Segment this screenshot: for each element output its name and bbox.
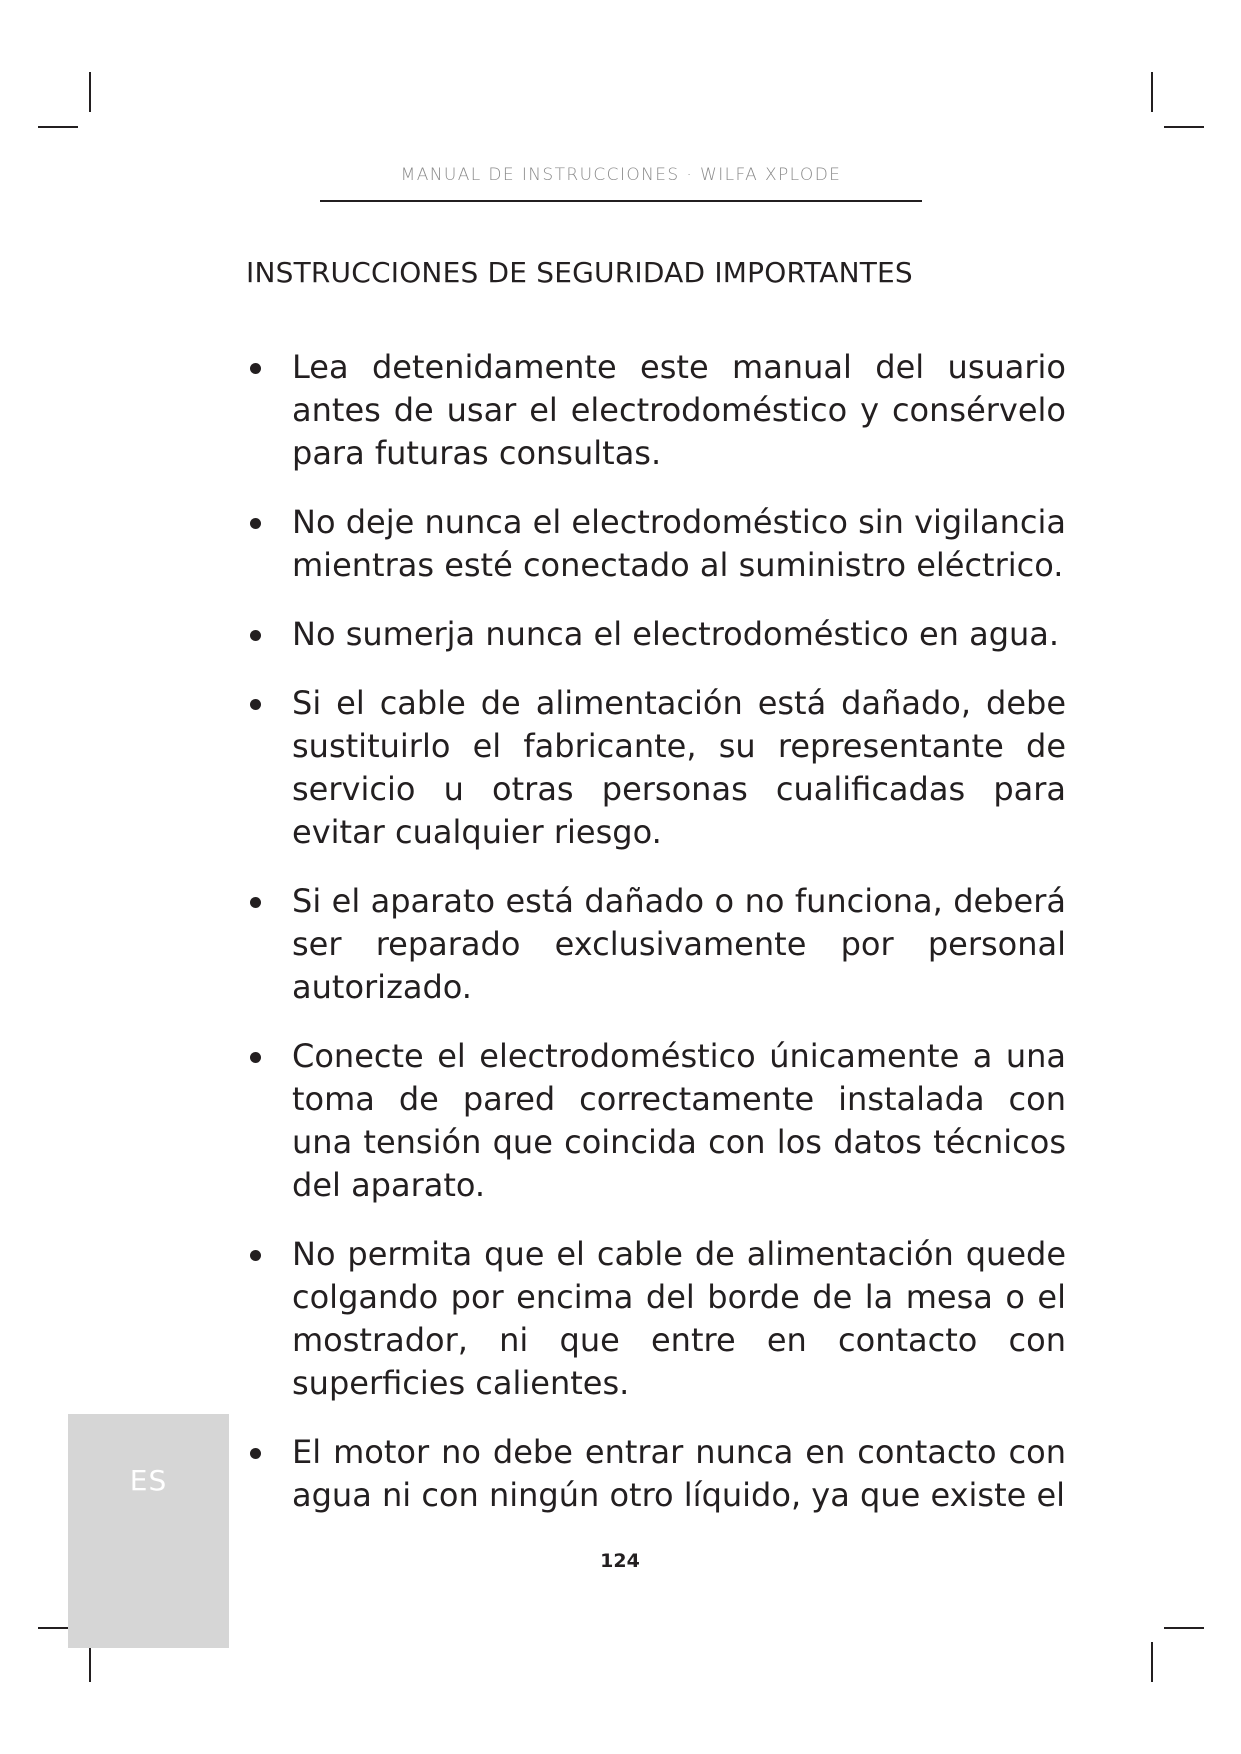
list-item: El motor no debe entrar nunca en contacto con agua ni con ningún otro líquido, ya que existe el	[246, 1431, 1066, 1517]
crop-mark-top-left-vertical	[89, 72, 91, 112]
crop-mark-top-right-vertical	[1151, 72, 1153, 112]
language-tab	[68, 1414, 229, 1648]
list-item: Conecte el electrodoméstico únicamente a una toma de pared correctamente instalada con una tensión que coincida con los datos técnicos del aparato.	[246, 1035, 1066, 1207]
running-header: MANUAL DE INSTRUCCIONES · WILFA XPLODE	[400, 165, 842, 185]
crop-mark-bottom-right-horizontal	[1164, 1627, 1204, 1629]
list-item: No permita que el cable de alimentación quede colgando por encima del borde de la mesa o el mostrador, ni que entre en contacto con superficies calientes.	[246, 1233, 1066, 1405]
list-item: Si el aparato está dañado o no funciona, deberá ser reparado exclusivamente por personal autorizado.	[246, 880, 1066, 1009]
language-tab-label: ES	[129, 1464, 168, 1497]
section-title: INSTRUCCIONES DE SEGURIDAD IMPORTANTES	[246, 256, 913, 289]
crop-mark-top-right-horizontal	[1164, 126, 1204, 128]
crop-mark-top-left-horizontal	[38, 126, 78, 128]
page-number: 124	[600, 1550, 640, 1572]
crop-mark-bottom-left-vertical	[89, 1642, 91, 1682]
header-divider	[320, 200, 922, 202]
list-item: Lea detenidamente este manual del usuario antes de usar el electrodoméstico y consérvelo para futuras consultas.	[246, 346, 1066, 475]
list-item: No deje nunca el electrodoméstico sin vigilancia mientras esté conectado al suministro eléctrico.	[246, 501, 1066, 587]
list-item: Si el cable de alimentación está dañado, debe sustituirlo el fabricante, su representante de servicio u otras personas cualificadas para evitar cualquier riesgo.	[246, 682, 1066, 854]
safety-instructions-list	[246, 346, 1066, 1543]
list-item: No sumerja nunca el electrodoméstico en agua.	[246, 613, 1066, 656]
crop-mark-bottom-right-vertical	[1151, 1642, 1153, 1682]
